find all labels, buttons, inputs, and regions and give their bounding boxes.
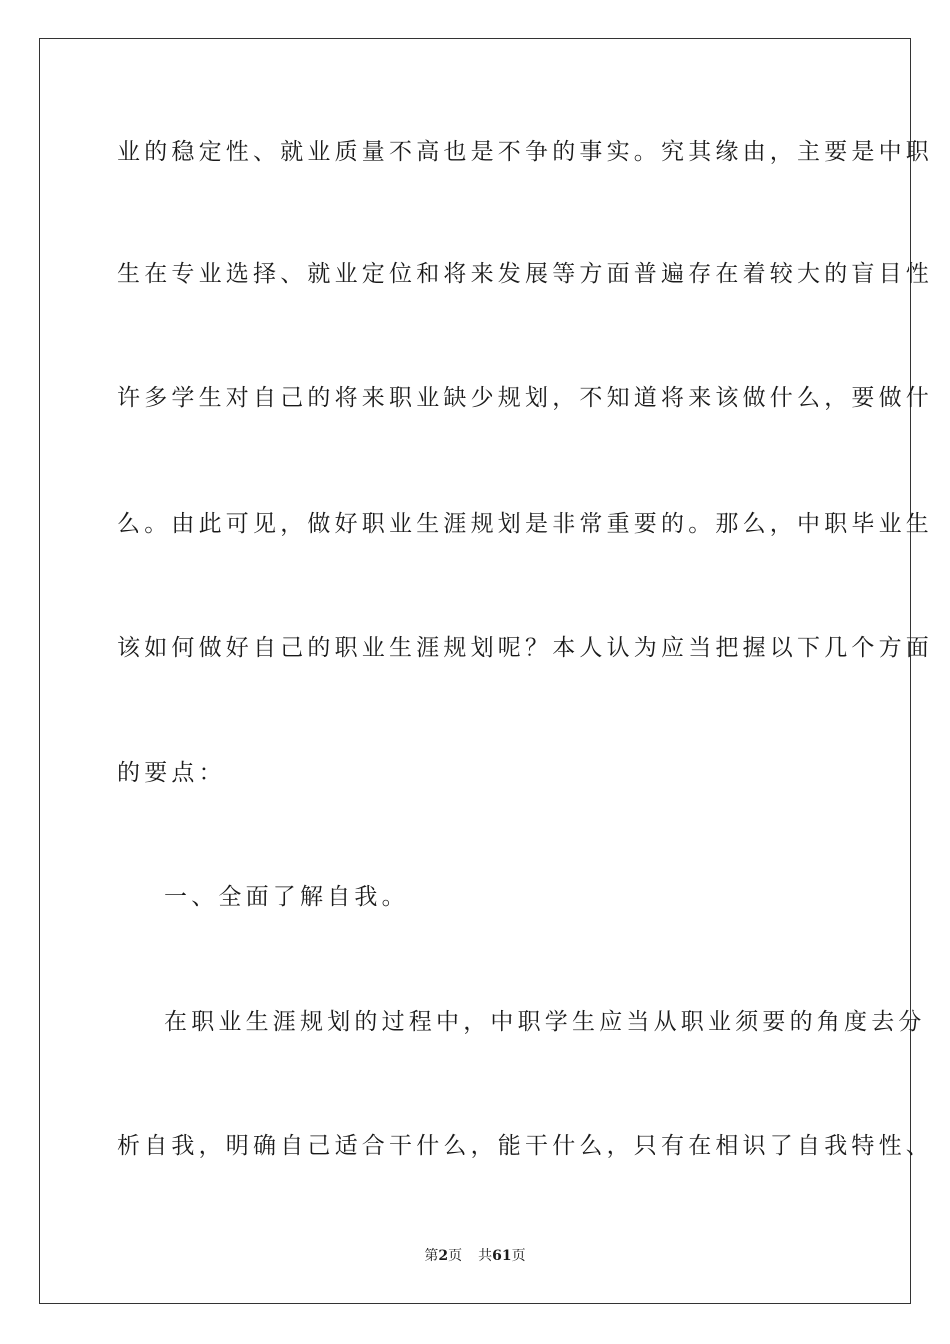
total-suffix: 页 <box>511 1248 526 1264</box>
body-line-9: 析自我，明确自己适合干什么，能干什么，只有在相识了自我特性、 <box>117 1133 933 1159</box>
total-pages: 61 <box>492 1248 512 1264</box>
page-border <box>39 38 933 1304</box>
page-prefix: 第 <box>424 1248 439 1264</box>
page-number: 2 <box>438 1248 449 1264</box>
body-line-8: 在职业生涯规划的过程中，中职学生应当从职业须要的角度去分 <box>164 1009 926 1035</box>
body-line-2: 生在专业选择、就业定位和将来发展等方面普遍存在着较大的盲目性 <box>117 261 933 287</box>
body-line-5: 该如何做好自己的职业生涯规划呢？本人认为应当把握以下几个方面 <box>117 635 933 661</box>
page-footer <box>0 1246 950 1266</box>
body-line-1: 业的稳定性、就业质量不高也是不争的事实。究其缘由，主要是中职 <box>117 139 933 165</box>
body-line-4: 么。由此可见，做好职业生涯规划是非常重要的。那么，中职毕业生 <box>117 511 933 537</box>
total-prefix: 共 <box>478 1248 493 1264</box>
body-line-6: 的要点： <box>117 760 226 786</box>
body-line-3: 许多学生对自己的将来职业缺少规划，不知道将来该做什么，要做什 <box>117 385 933 411</box>
section-heading: 一、全面了解自我。 <box>164 884 409 910</box>
page-suffix: 页 <box>448 1248 463 1264</box>
